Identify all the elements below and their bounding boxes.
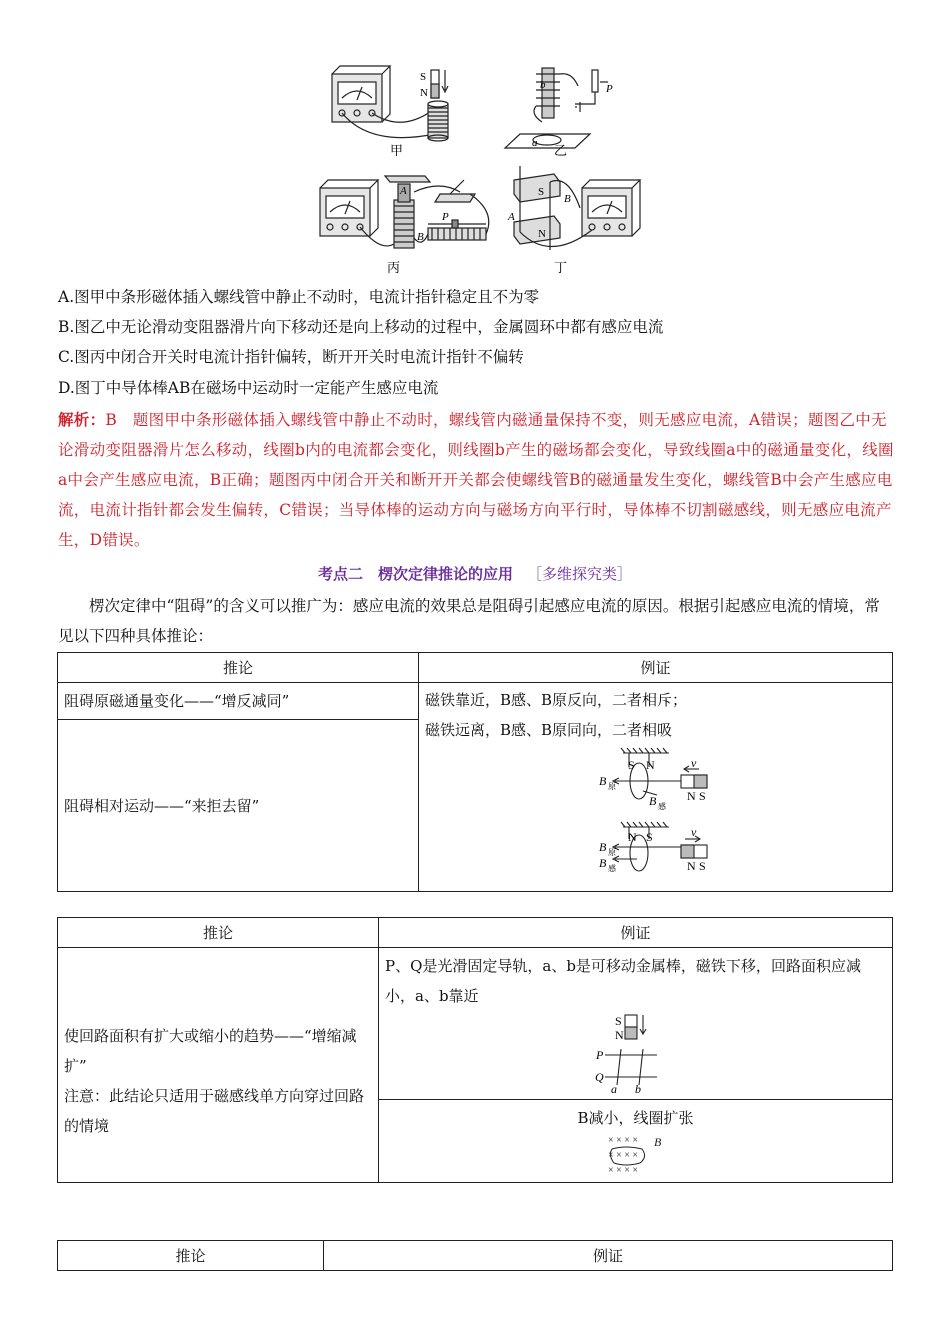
- cross-row-1: × × × ×: [607, 1135, 638, 1146]
- b-gan-2-label: B: [599, 856, 607, 870]
- table2-right-top: [379, 948, 893, 1100]
- analysis-text: 题图甲中条形磁体插入螺线管中静止不动时，螺线管内磁通量保持不变，则无感应电流，A错误；题图乙中无论滑动变阻器滑片怎么移动，线圈b内的电流都会变化，则线圈b产生的磁场都会变化，导致线圈a中的磁通量变化，线圈a中会产生感应电流，B正确；题图丙中闭合开关和断开开关都会使螺线管B的磁通量发生变化，螺线管B中会产生感应电流，电流计指针都会发生偏转，C错误；当导体棒的运动方向与磁场方向平行时，导体棒不切割磁感线，则无感应电流产生，D错误。: [58, 411, 894, 549]
- table1-row2-left: 阻碍相对运动——“来拒去留”: [58, 720, 419, 892]
- coil-b-label: b: [540, 79, 546, 91]
- rheostat-p-label: P: [442, 211, 449, 223]
- section-title: 考点二 楞次定律推论的应用: [317, 565, 513, 583]
- table3-header-left: 推论: [58, 1241, 324, 1271]
- option-c: C.图丙中闭合开关时电流计指针偏转，断开开关时电流计指针不偏转: [58, 348, 524, 366]
- coil-a-label: A: [400, 185, 407, 197]
- rail-q-label: Q: [595, 1070, 604, 1084]
- table1-header-right: 例证: [419, 653, 893, 683]
- rod-a-label: A: [508, 211, 515, 223]
- option-d: D.图丁中导体棒AB在磁场中运动时一定能产生感应电流: [58, 379, 439, 397]
- b-yuan-2-label: B: [599, 840, 607, 854]
- slider-p-label: P: [606, 83, 613, 95]
- table1-row1-left: 阻碍原磁通量变化——“增反减同”: [58, 683, 419, 720]
- b-gan-1-label: B: [649, 794, 657, 808]
- figure-label-ding: 丁: [554, 260, 568, 275]
- coil-field-diagram: [604, 1133, 668, 1179]
- cross-row-3: × × × ×: [607, 1165, 638, 1176]
- option-b: B.图乙中无论滑动变阻器滑片向下移动还是向上移动的过程中，金属圆环中都有感应电流: [58, 318, 664, 336]
- ring2-s-label: S: [646, 830, 653, 844]
- magnet-ring-diagram: [599, 747, 729, 887]
- ding-s-label: S: [538, 186, 545, 198]
- table1-header-left: 推论: [58, 653, 419, 683]
- magnet-n-label: N: [420, 87, 428, 99]
- table2-left-text: 使回路面积有扩大或缩小的趋势——“增缩减扩”: [64, 1026, 357, 1075]
- experiment-figures: [310, 62, 650, 277]
- rails-diagram: [595, 1011, 675, 1095]
- bar1-n-label: N: [687, 789, 696, 803]
- field-b-label: B: [653, 1135, 661, 1149]
- table1-row1-right: 磁铁靠近，B感、B原反向，二者相斥；: [425, 691, 688, 709]
- table1-example-cell: [419, 683, 893, 892]
- magnet-s-label: S: [420, 71, 427, 83]
- table2-note: 注意：此结论只适用于磁感线单方向穿过回路的情境: [64, 1086, 365, 1135]
- cross-row-2: × × × ×: [607, 1150, 638, 1161]
- analysis-label: 解析：: [58, 411, 106, 429]
- bar1-s-label: S: [699, 789, 706, 803]
- table3-header-right: 例证: [324, 1241, 893, 1271]
- table-corollary-3: [57, 1240, 893, 1271]
- section-heading: [0, 563, 950, 584]
- table2-left-cell: [58, 948, 379, 1183]
- rail-magnet-n: N: [615, 1028, 624, 1042]
- figure-jia-drawing: [332, 66, 448, 141]
- table1-row2-right: 磁铁远离，B感、B原同向，二者相吸: [425, 721, 673, 739]
- table2-right-bottom: [379, 1100, 893, 1183]
- figure-yi-drawing: [505, 68, 608, 148]
- ring2-n-label: N: [628, 830, 637, 844]
- b-gan-2-sub: 感: [608, 864, 616, 873]
- rail-magnet-s: S: [615, 1014, 622, 1028]
- table-corollary-2: [57, 917, 893, 1183]
- loop-a-label: a: [532, 137, 538, 149]
- intro-paragraph: 楞次定律中“阻碍”的含义可以推广为：感应电流的效果总是阻碍引起感应电流的原因。根据引起感应电流的情境，常见以下四种具体推论：: [58, 597, 880, 645]
- figure-label-yi: 乙: [554, 143, 568, 158]
- ring1-s-label: S: [628, 758, 635, 772]
- analysis-block: [58, 405, 894, 555]
- rail-p-label: P: [596, 1048, 604, 1062]
- figure-label-bing: 丙: [387, 260, 401, 275]
- table2-right1-text: P、Q是光滑固定导轨，a、b是可移动金属棒，磁铁下移，回路面积应减小，a、b靠近: [385, 957, 861, 1005]
- table2-header-right: 例证: [379, 918, 893, 948]
- section-tag: ［多维探究类］: [527, 565, 633, 583]
- table2-header-left: 推论: [58, 918, 379, 948]
- b-yuan-1-sub: 原: [608, 782, 616, 791]
- rod-a2-label: a: [611, 1082, 617, 1095]
- b-gan-1-sub: 感: [658, 802, 666, 811]
- analysis-answer: B: [105, 411, 118, 429]
- figure-ding-drawing: [514, 166, 640, 250]
- coil-b2-label: B: [417, 231, 424, 243]
- velocity2-label: v: [691, 825, 697, 839]
- ring1-n-label: N: [646, 758, 655, 772]
- rod-b-label: B: [564, 193, 571, 205]
- table-corollary-1: [57, 652, 893, 892]
- option-a: A.图甲中条形磁体插入螺线管中静止不动时，电流计指针稳定且不为零: [58, 288, 540, 306]
- ding-n-label: N: [538, 228, 546, 240]
- figure-label-jia: 甲: [390, 143, 404, 158]
- b-yuan-2-sub: 原: [608, 848, 616, 857]
- b-yuan-1-label: B: [599, 774, 607, 788]
- velocity1-label: v: [691, 756, 697, 770]
- bar2-n-label: N: [687, 859, 696, 873]
- rod-b2-label: b: [635, 1082, 641, 1095]
- table2-right2-text: B减小，线圈扩张: [577, 1109, 694, 1127]
- bar2-s-label: S: [699, 859, 706, 873]
